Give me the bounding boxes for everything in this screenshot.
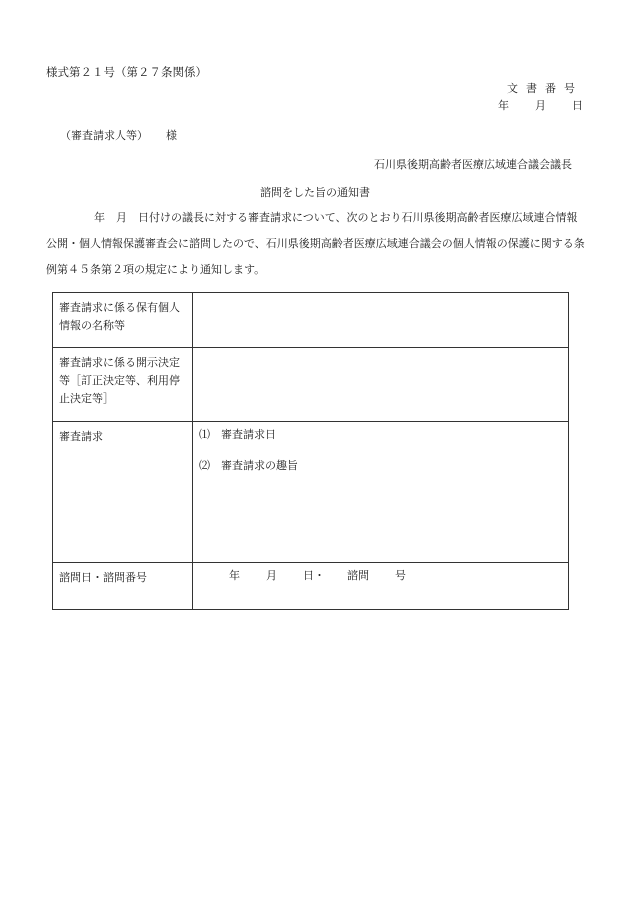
row-label-review-request: 審査請求 [53, 422, 193, 563]
inquiry-day: 日・ [303, 569, 325, 582]
row-value-disclosure-decision [193, 348, 569, 422]
row-value-inquiry-date-number [193, 563, 569, 610]
addressee-honorific: 様 [166, 129, 177, 142]
date-month: 月 [535, 99, 546, 112]
date-year: 年 [498, 99, 509, 112]
inquiry-year: 年 [229, 569, 240, 582]
table-row [53, 422, 569, 563]
notice-table [52, 292, 569, 610]
table-row [53, 348, 569, 422]
table-row [53, 563, 569, 610]
row-value-review-request [193, 422, 569, 563]
review-request-purpose-item [199, 457, 562, 474]
inquiry-month: 月 [266, 569, 277, 582]
body-text: 年 月 日付けの議長に対する審査請求について、次のとおり石川県後期高齢者医療広域連合情報公開・個人情報保護審査会に諮問したので、石川県後期高齢者医療広域連合議会の個人情報の保護に関する条例第４５条第２項の規定により通知します。 [46, 211, 585, 276]
row-label-inquiry-date-number: 諮問日・諮問番号 [53, 563, 193, 610]
table-row [53, 293, 569, 348]
document-number-label: 文書番号 [507, 82, 583, 95]
inquiry-label: 諮問 [347, 569, 369, 582]
document-title: 諮問をした旨の通知書 [260, 186, 370, 199]
addressee [60, 127, 177, 143]
item-number: ⑵ [199, 459, 210, 472]
form-number: 様式第２１号（第２７条関係） [46, 65, 207, 79]
date-day: 日 [572, 99, 583, 112]
row-label-disclosure-decision: 審査請求に係る開示決定等［訂正決定等、利用停止決定等］ [53, 348, 193, 422]
inquiry-number-suffix: 号 [395, 569, 406, 582]
review-request-date-item [199, 426, 562, 443]
issue-date [498, 97, 583, 113]
item-text: 審査請求日 [221, 428, 276, 441]
sender: 石川県後期高齢者医療広域連合議会議長 [374, 158, 572, 171]
row-value-personal-info-name [193, 293, 569, 348]
inquiry-date-number [199, 567, 562, 583]
row-label-personal-info-name: 審査請求に係る保有個人情報の名称等 [53, 293, 193, 348]
addressee-name: （審査請求人等） [60, 129, 148, 142]
item-text: 審査請求の趣旨 [221, 459, 298, 472]
item-number: ⑴ [199, 428, 210, 441]
